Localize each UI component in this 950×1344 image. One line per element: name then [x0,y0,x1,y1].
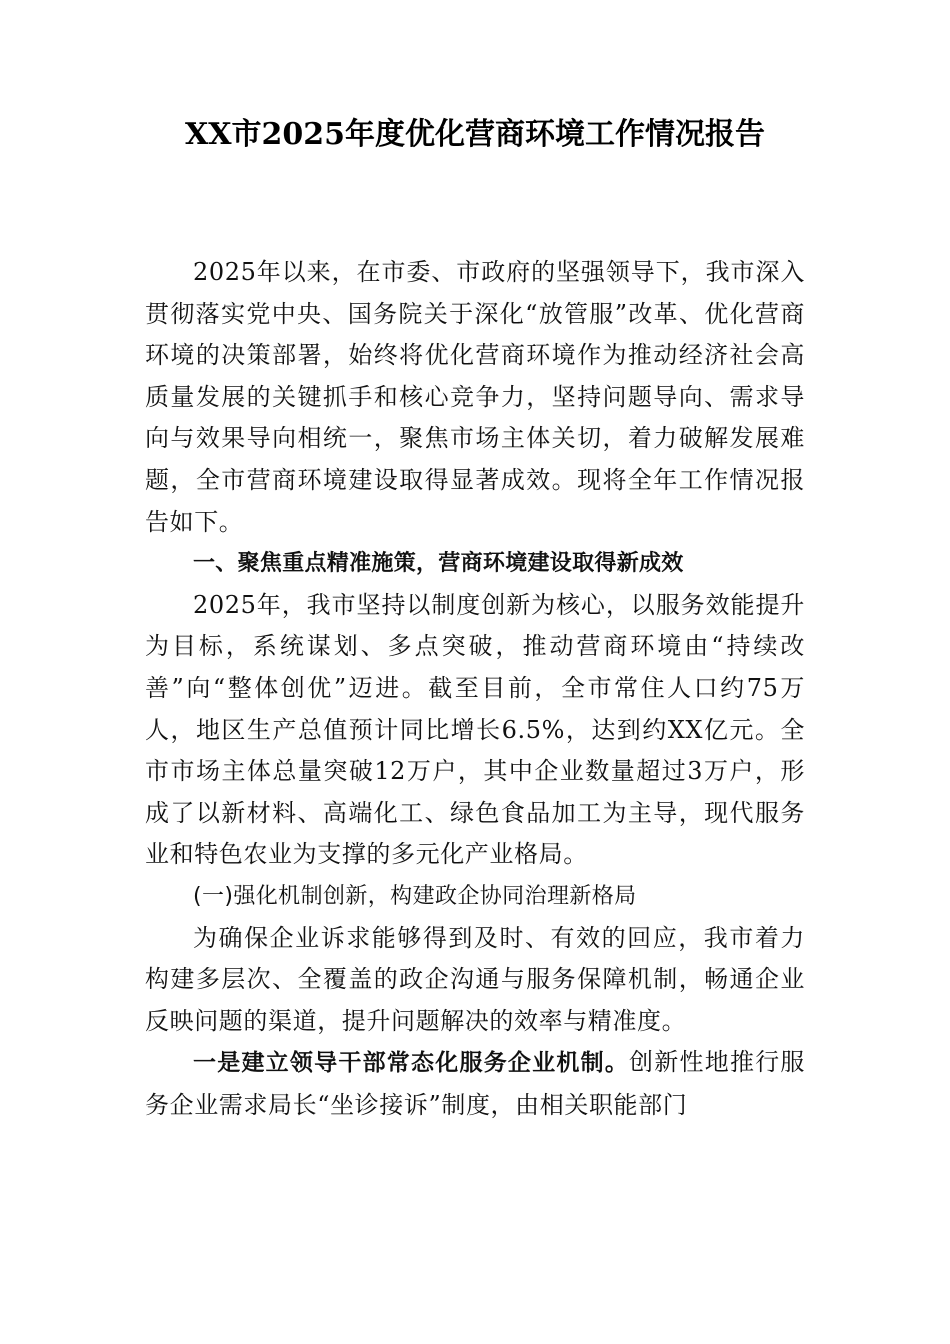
document-title: XX市2025年度优化营商环境工作情况报告 [184,117,766,152]
point-text: 创新性地推行服务企业需求局长“坐诊接诉”制度，由相关职能部门 [145,1048,805,1119]
subsection-paragraph: 为确保企业诉求能够得到及时、有效的回应，我市着力构建多层次、全覆盖的政企沟通与服务保障机制，畅通企业反映问题的渠道，提升问题解决的效率与精准度。 [145,923,805,1035]
subsection-heading: (一)强化机制创新，构建政企协同治理新格局 [193,883,637,909]
intro-paragraph: 2025年以来，在市委、市政府的坚强领导下，我市深入贯彻落实党中央、国务院关于深化“放管服”改革、优化营商环境的决策部署，始终将优化营商环境作为推动经济社会高质量发展的关键抓手和核心竞争力，坚持问题导向、需求导向与效果导向相统一，聚焦市场主体关切，着力破解发展难题，全市营商环境建设取得显著成效。现将全年工作情况报告如下。 [145,258,805,536]
document-body [145,252,805,1126]
point-lead: 一是建立领导干部常态化服务企业机制。 [193,1050,630,1077]
section-paragraph: 2025年，我市坚持以制度创新为核心，以服务效能提升为目标，系统谋划、多点突破，推动营商环境由“持续改善”向“整体创优”迈进。截至目前，全市常住人口约75万人，地区生产总值预计同比增长6.5%，达到约XX亿元。全市市场主体总量突破12万户，其中企业数量超过3万户，形成了以新材料、高端化工、绿色食品加工为主导，现代服务业和特色农业为支撑的多元化产业格局。 [145,590,805,869]
point-paragraph [145,1042,805,1126]
section-heading: 一、聚焦重点精准施策，营商环境建设取得新成效 [193,551,684,577]
